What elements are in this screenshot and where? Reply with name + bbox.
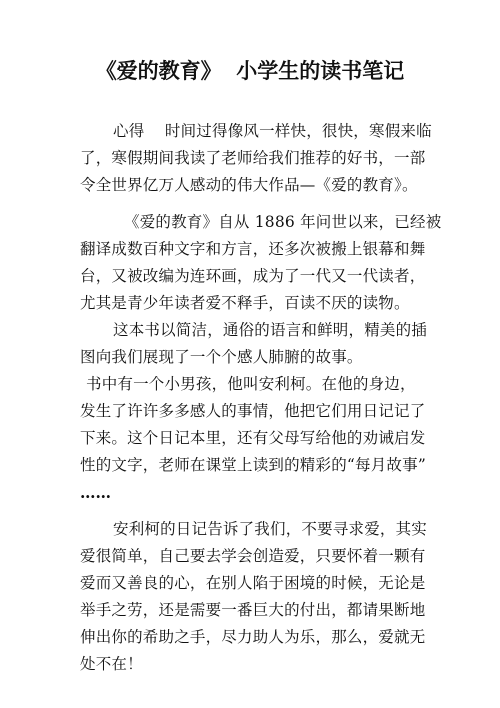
paragraph-line: …… (80, 483, 111, 502)
paragraph-line: 了，寒假期间我读了老师给我们推荐的好书，一部 (80, 149, 426, 167)
paragraph-line: 举手之劳，还是需要一番巨大的付出，都请果断地 (80, 601, 426, 619)
paragraph-line: 爱而又善良的心，在别人陷于困境的时候，无论是 (80, 574, 426, 592)
paragraph-2 (80, 209, 442, 317)
paragraph-3 (80, 317, 428, 371)
paragraph-line: 处不在！ (80, 655, 143, 673)
paragraph-line: 台，又被改编为连环画，成为了一代又一代读者， (80, 267, 426, 285)
paragraph-line: 尤其是青少年读者爱不释手，百读不厌的读物。 (80, 294, 410, 312)
paragraph-line: 令全世界亿万人感动的伟大作品—《爱的教育》。 (80, 176, 418, 194)
paragraph-line: 爱很简单，自己要去学会创造爱，只要怀着一颗有 (80, 547, 426, 565)
paragraph-line: 下来。这个日记本里，还有父母写给他的劝诫启发 (80, 429, 426, 447)
document-body (80, 118, 442, 678)
paragraph-line: 翻译成数百种文字和方言，还多次被搬上银幕和舞 (80, 240, 426, 258)
paragraph-line: 伸出你的希助之手，尽力助人为乐，那么，爱就无 (80, 628, 426, 646)
paragraph-gap (80, 506, 420, 516)
paragraph-1 (80, 118, 432, 199)
document-title: 《爱的教育》 小学生的读书笔记 (95, 59, 405, 83)
paragraph-line: 性的文字，老师在课堂上读到的精彩的“每月故事” (80, 456, 426, 474)
paragraph-4 (80, 371, 426, 506)
paragraph-line: 发生了许许多多感人的事情，他把它们用日记记了 (80, 402, 426, 420)
paragraph-line: 《爱的教育》自从 1886 年问世以来，已经被 (124, 213, 442, 231)
paragraph-line: 图向我们展现了一个个感人肺腑的故事。 (80, 348, 363, 366)
paragraph-5 (80, 516, 428, 678)
paragraph-line: 书中有一个小男孩，他叫安利柯。在他的身边， (86, 375, 416, 393)
paragraph-gap (80, 199, 420, 209)
paragraph-line: 心得 时间过得像风一样快，很快，寒假来临 (113, 122, 432, 140)
paragraph-line: 这本书以简洁，通俗的语言和鲜明，精美的插 (113, 321, 428, 339)
paragraph-line: 安利柯的日记告诉了我们，不要寻求爱，其实 (113, 520, 428, 538)
